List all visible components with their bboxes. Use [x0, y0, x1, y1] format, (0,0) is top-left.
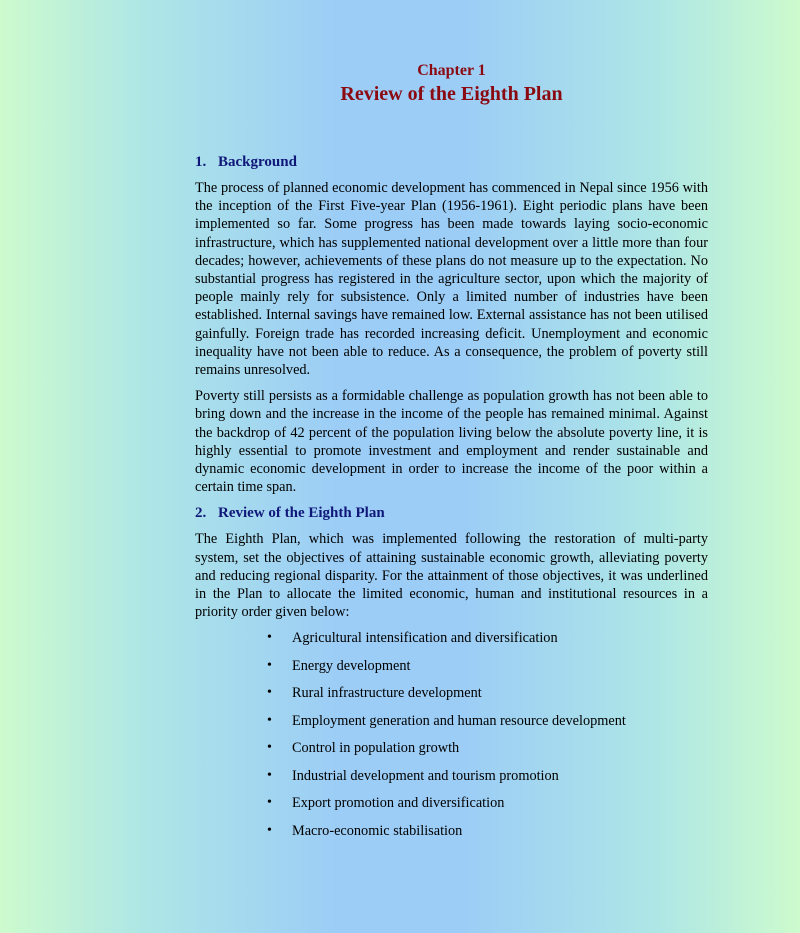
- list-item: • Energy development: [267, 657, 708, 685]
- list-item: • Agricultural intensification and diversification: [267, 629, 708, 657]
- paragraph: Poverty still persists as a formidable challenge as population growth has not been able to bring down and the increase in the income of the people has remained minimal. Against the backdrop of 42 percent of the population living below the absolute poverty line, it is highly essential to promote investment and employment and render sustainable and dynamic economic development in order to increase the income of the poor within a certain time span.: [195, 388, 708, 496]
- paragraph: The process of planned economic development has commenced in Nepal since 1956 with the inception of the First Five-year Plan (1956-1961). Eight periodic plans have been implemented so far. Some progress has been made towards laying socio-economic infrastructure, which has supplemented national development over a little more than four decades; however, achievements of these plans do not measure up to the expectation. No substantial progress has registered in the agriculture sector, upon which the majority of people mainly rely for subsistence. Only a limited number of industries have been established. Internal savings have remained low. External assistance has not been utilised gainfully. Foreign trade has recorded increasing deficit. Unemployment and economic inequality have not been able to reduce. As a consequence, the problem of poverty still remains unresolved.: [195, 180, 708, 379]
- section-background: [195, 153, 708, 496]
- paragraph: The Eighth Plan, which was implemented following the restoration of multi-party system, set the objectives of attaining sustainable economic growth, alleviating poverty and reducing regional disparity. For the attainment of those objectives, it was underlined in the Plan to allocate the limited economic, human and institutional resources in a priority order given below:: [195, 531, 708, 621]
- document-page: [195, 60, 708, 849]
- list-item: • Industrial development and tourism promotion: [267, 767, 708, 795]
- section-heading-text: Review of the Eighth Plan: [218, 505, 385, 522]
- chapter-title: Review of the Eighth Plan: [340, 83, 563, 105]
- priority-list: [195, 629, 708, 849]
- section-number: 2.: [195, 505, 207, 522]
- section-review: [195, 504, 708, 849]
- list-item: • Rural infrastructure development: [267, 684, 708, 712]
- list-item: • Macro-economic stabilisation: [267, 822, 708, 850]
- list-item: • Employment generation and human resource development: [267, 712, 708, 740]
- section-number: 1.: [195, 154, 207, 170]
- section-heading: [195, 153, 708, 171]
- list-item: • Export promotion and diversification: [267, 794, 708, 822]
- chapter-label: Chapter 1: [417, 62, 486, 79]
- section-heading: [195, 504, 708, 522]
- list-item: • Control in population growth: [267, 739, 708, 767]
- section-heading-text: Background: [218, 154, 297, 170]
